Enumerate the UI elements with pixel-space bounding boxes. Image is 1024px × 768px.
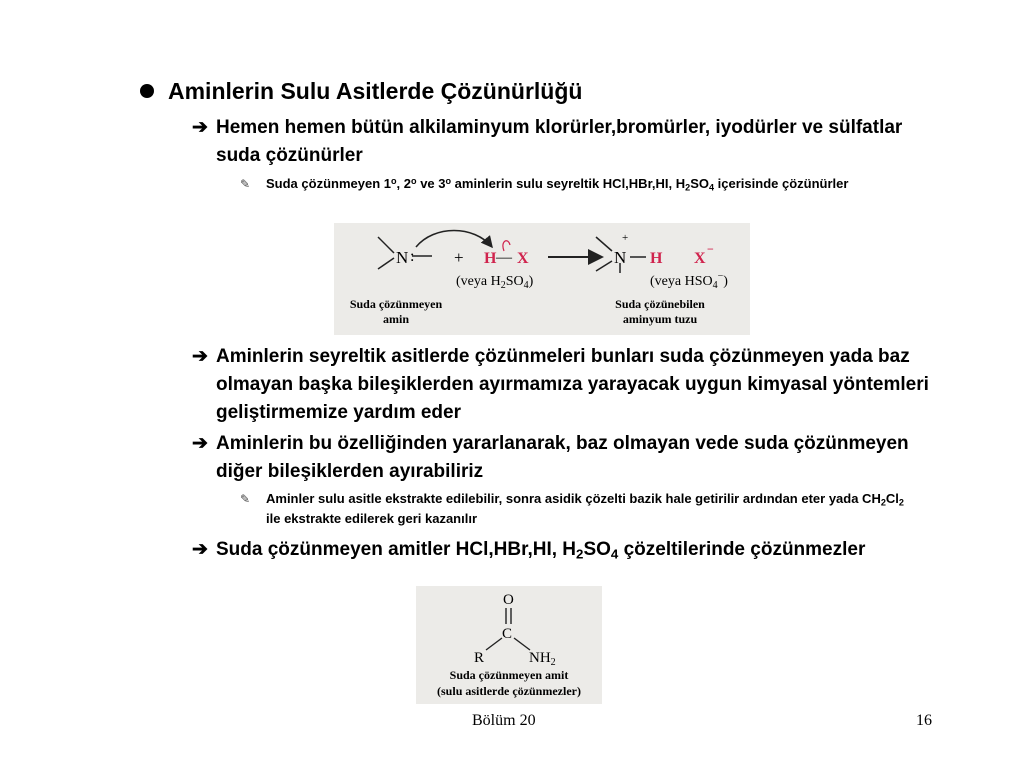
oxygen-label: O xyxy=(503,592,514,608)
nh2-label: $NH_2$ xyxy=(529,650,556,668)
label-acid-insoluble: (sulu asitlerde çözünmezler) xyxy=(437,684,581,698)
point-2-text: Aminlerin seyreltik asitlerde çözünmeleri bunları suda çözünmeyen yada baz olmayan başka bileşiklerden ayırmamıza yarayacak uygun kimyasal yöntemleri geliştirmemize yardım eder xyxy=(216,346,929,423)
label-insoluble-amine: Suda çözünmeyen xyxy=(349,297,443,311)
point-3-sub-text: Aminler sulu asitle ekstrakte edilebilir, sonra asidik çözelti bazik hale getirilir ardından eter yada $CH_2Cl_2$ ile ekstrakte edilerek geri kazanılır xyxy=(266,491,904,526)
veya-h2so4-label: (veya $H_2SO_4$) xyxy=(456,274,534,291)
positive-charge: + xyxy=(622,232,629,244)
h-label: H xyxy=(650,250,663,267)
label-soluble: Suda çözünebilen xyxy=(615,297,705,311)
point-1-sub xyxy=(240,174,866,194)
slide-title xyxy=(140,78,582,105)
amine-structure xyxy=(378,237,432,269)
x-label: X xyxy=(517,250,529,267)
pencil-bullet-icon: ✎ xyxy=(240,177,251,191)
pencil-bullet-icon: ✎ xyxy=(240,492,251,506)
point-4-text: Suda çözünmeyen amitler HCl,HBr,HI, $H_2SO_4$ çözeltilerinde çözünmezler xyxy=(216,539,866,562)
plus-sign: + xyxy=(454,248,464,267)
point-3-sub xyxy=(240,489,906,529)
arrow-right-icon: ➔ xyxy=(192,539,208,560)
curved-arrow-icon xyxy=(416,231,492,248)
r-group-label: R xyxy=(474,650,485,666)
h-label: H xyxy=(484,250,497,267)
veya-hso4-label: (veya $HSO_4^-$) xyxy=(650,271,728,291)
amine-protonation-figure xyxy=(334,223,750,335)
negative-charge: − xyxy=(707,242,714,256)
arrow-right-icon: ➔ xyxy=(192,117,208,138)
lone-pair: : xyxy=(410,248,415,265)
bullet-dot-icon xyxy=(140,84,154,98)
arrow-right-icon: ➔ xyxy=(192,433,208,454)
point-1-sub-text: Suda çözünmeyen 1$^o$, 2$^o$ ve 3$^o$ aminlerin sulu seyreltik HCl,HBr,HI, $H_2SO_4$ içerisinde çözünürler xyxy=(266,175,849,193)
ammonium-structure xyxy=(596,232,714,273)
amide-figure xyxy=(416,586,602,704)
footer-page-number: 16 xyxy=(916,712,932,729)
label-insoluble-amide: Suda çözünmeyen amit xyxy=(449,668,569,682)
label-amine: amin xyxy=(382,312,410,326)
nitrogen-label: N xyxy=(614,248,627,267)
arrow-right-icon: ➔ xyxy=(192,346,208,367)
nitrogen-label: N xyxy=(396,248,409,267)
carbon-label: C xyxy=(502,626,513,642)
point-3 xyxy=(192,430,916,486)
footer-chapter: Bölüm 20 xyxy=(472,712,536,729)
point-1 xyxy=(192,114,936,170)
slide-title-text: Aminlerin Sulu Asitlerde Çözünürlüğü xyxy=(168,78,583,104)
label-ammonium-salt: aminyum tuzu xyxy=(622,312,698,326)
point-2 xyxy=(192,343,936,427)
point-4 xyxy=(192,536,916,564)
point-1-text: Hemen hemen bütün alkilaminyum klorürler,bromürler, iyodürler ve sülfatlar suda çözünürler xyxy=(216,117,903,166)
bond-dash: — xyxy=(496,249,512,266)
x-anion-label: X xyxy=(694,250,706,267)
point-3-text: Aminlerin bu özelliğinden yararlanarak, baz olmayan vede suda çözünmeyen diğer bileşiklerden ayırabiliriz xyxy=(216,433,909,482)
